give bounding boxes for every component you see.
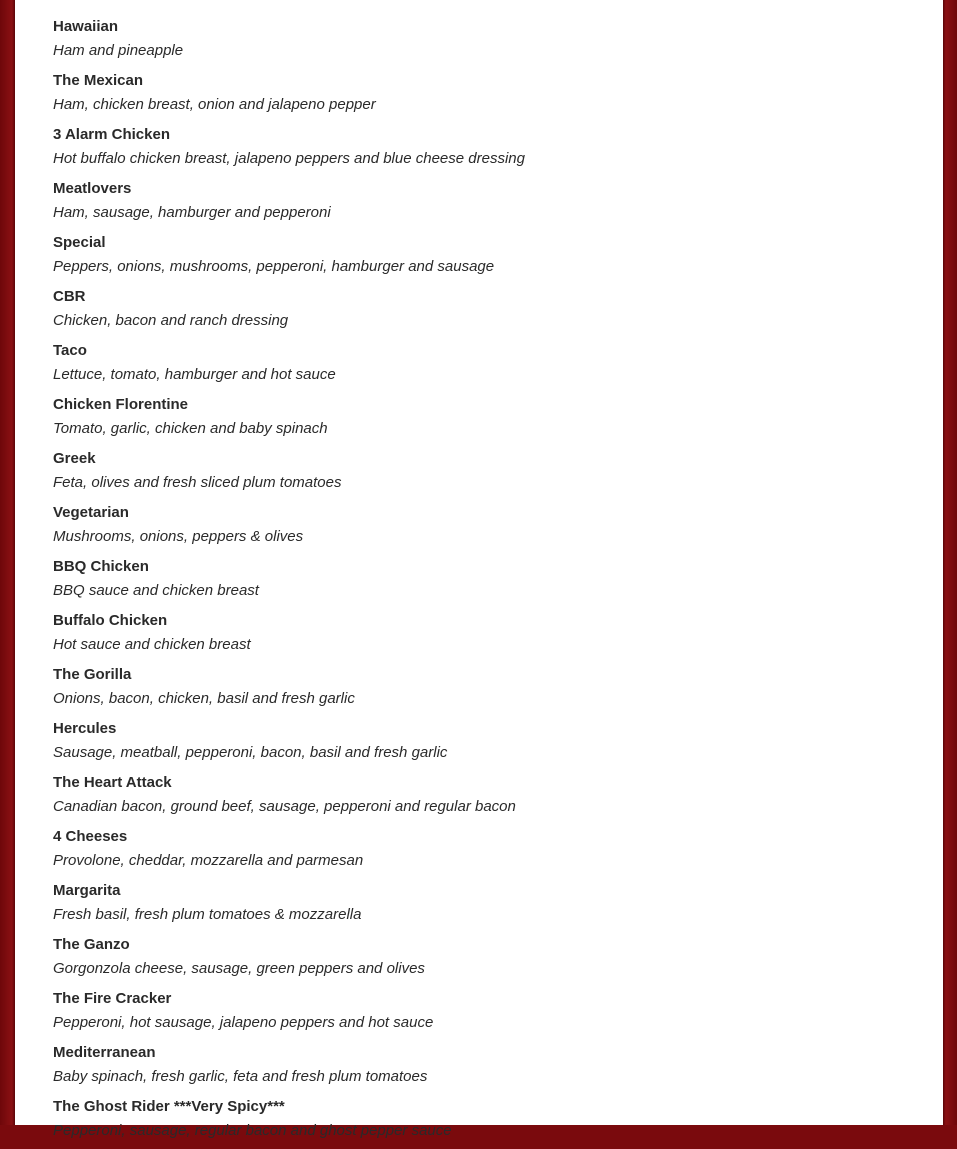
menu-item-name: Meatlovers [53, 180, 132, 197]
menu-item-the-heart-attack [53, 771, 525, 825]
menu-item-name: The Ganzo [53, 936, 130, 953]
menu-item-greek [53, 447, 525, 501]
menu-item-name: The Ghost Rider ***Very Spicy*** [53, 1098, 285, 1115]
menu-item-description: Pepperoni, hot sausage, jalapeno peppers and hot sauce [53, 1014, 434, 1031]
menu-item-name: Taco [53, 342, 87, 359]
menu-item-name: Hawaiian [53, 18, 119, 35]
menu-panel [15, 0, 943, 1139]
menu-item-meatlovers [53, 177, 525, 231]
menu-item-4-cheeses [53, 825, 525, 879]
menu-item-margarita [53, 879, 525, 933]
menu-item-name: Mediterranean [53, 1044, 156, 1061]
menu-item-name: The Heart Attack [53, 774, 172, 791]
menu-item-description: Gorgonzola cheese, sausage, green peppers and olives [53, 960, 425, 977]
menu-item-name: Special [53, 234, 106, 251]
menu-item-name: BBQ Chicken [53, 558, 149, 575]
menu-item-name: CBR [53, 288, 86, 305]
menu-item-name: 4 Cheeses [53, 828, 128, 845]
menu-item-description: Feta, olives and fresh sliced plum tomatoes [53, 474, 342, 491]
menu-item-special [53, 231, 525, 285]
menu-item-description: Provolone, cheddar, mozzarella and parmesan [53, 852, 364, 869]
menu-item-name: Hercules [53, 720, 117, 737]
menu-item-description [53, 0, 525, 9]
menu-item-description: Peppers, onions, mushrooms, pepperoni, hamburger and sausage [53, 258, 495, 275]
menu-item-chicken-florentine [53, 393, 525, 447]
menu-item-the-gorilla [53, 663, 525, 717]
menu-item-name: Greek [53, 450, 96, 467]
menu-item-description: Fresh basil, fresh plum tomatoes & mozzarella [53, 906, 362, 923]
menu-item-the-ganzo [53, 933, 525, 987]
menu-item-description: BBQ sauce and chicken breast [53, 582, 259, 599]
menu-item-description: Lettuce, tomato, hamburger and hot sauce [53, 366, 336, 383]
page-frame-right [943, 0, 957, 1125]
menu-item-description: Ham, sausage, hamburger and pepperoni [53, 204, 331, 221]
menu-item-description: Chicken, bacon and ranch dressing [53, 312, 289, 329]
menu-item-name: Chicken Florentine [53, 396, 189, 413]
menu-item-name: 3 Alarm Chicken [53, 126, 170, 143]
menu-item-hercules [53, 717, 525, 771]
menu-item-the-mexican [53, 69, 525, 123]
menu-item-vegetarian [53, 501, 525, 555]
menu-item-name: The Fire Cracker [53, 990, 172, 1007]
menu-item-name: Vegetarian [53, 504, 129, 521]
menu-item-taco [53, 339, 525, 393]
menu-item-description: Hot buffalo chicken breast, jalapeno peppers and blue cheese dressing [53, 150, 525, 167]
menu-item-bbq-chicken [53, 555, 525, 609]
menu-item [53, 0, 525, 15]
menu-item-name: The Gorilla [53, 666, 132, 683]
menu-item-3-alarm-chicken [53, 123, 525, 177]
menu-item-mediterranean [53, 1041, 525, 1095]
menu-item-description: Sausage, meatball, pepperoni, bacon, basil and fresh garlic [53, 744, 448, 761]
menu-item-the-ghost-rider [53, 1095, 525, 1149]
menu-item-description: Hot sauce and chicken breast [53, 636, 251, 653]
pizza-menu-list [53, 0, 525, 1149]
menu-item-name: The Mexican [53, 72, 144, 89]
menu-item-name: Margarita [53, 882, 121, 899]
menu-item-description: Mushrooms, onions, peppers & olives [53, 528, 304, 545]
page-frame-left [0, 0, 15, 1125]
menu-item-description: Tomato, garlic, chicken and baby spinach [53, 420, 328, 437]
menu-item-name: Buffalo Chicken [53, 612, 168, 629]
menu-item-the-fire-cracker [53, 987, 525, 1041]
menu-item-description: Ham, chicken breast, onion and jalapeno pepper [53, 96, 376, 113]
menu-item-description: Pepperoni, sausage, regular bacon and ghost pepper sauce [53, 1122, 452, 1139]
menu-item-buffalo-chicken [53, 609, 525, 663]
menu-item-hawaiian [53, 15, 525, 69]
menu-item-description: Baby spinach, fresh garlic, feta and fresh plum tomatoes [53, 1068, 428, 1085]
menu-item-description: Onions, bacon, chicken, basil and fresh garlic [53, 690, 355, 707]
menu-item-description: Canadian bacon, ground beef, sausage, pepperoni and regular bacon [53, 798, 516, 815]
menu-item-cbr [53, 285, 525, 339]
menu-item-description: Ham and pineapple [53, 42, 184, 59]
